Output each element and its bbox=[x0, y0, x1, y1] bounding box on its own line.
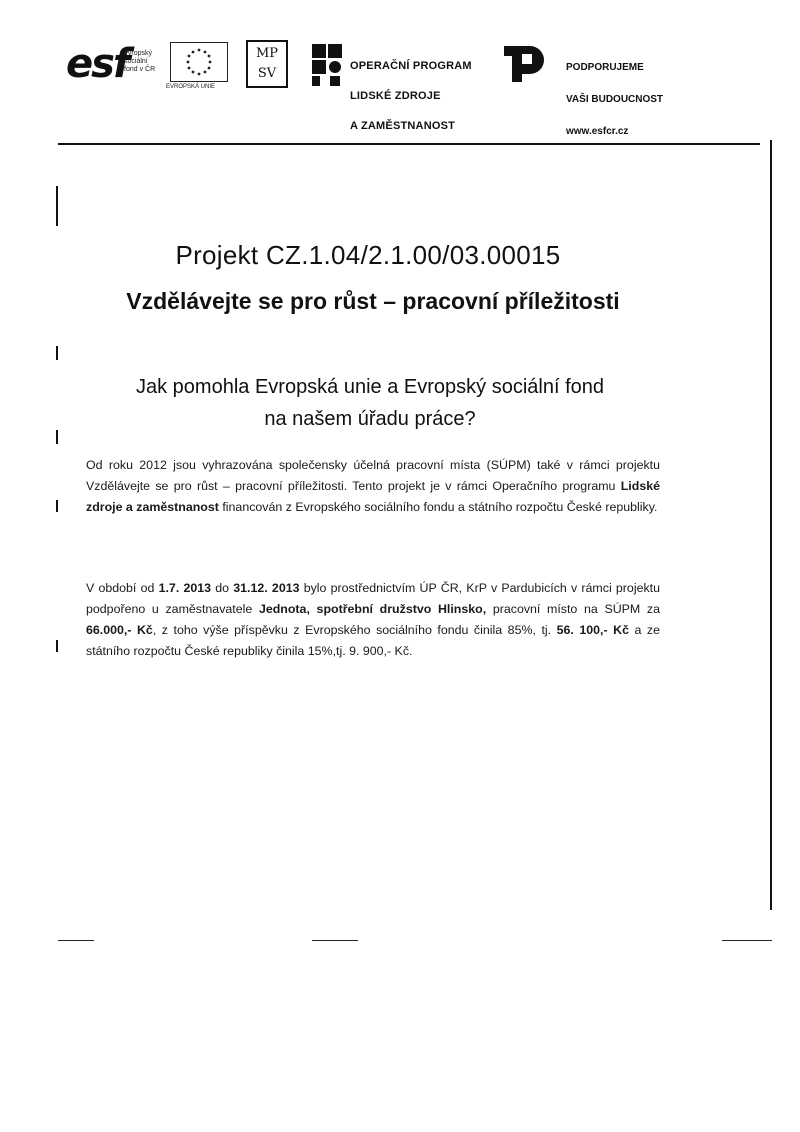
oplz-line1: OPERAČNÍ PROGRAM bbox=[350, 60, 472, 72]
paragraph-intro-tail: financován z Evropského sociálního fondu a státního rozpočtu České republiky. bbox=[218, 500, 658, 514]
frame-bottom-dash bbox=[58, 940, 94, 941]
support-text: , z toho výše příspěvku z Evropského sociálního fondu činila 85%, tj. bbox=[152, 623, 557, 637]
esfcr-logo-icon bbox=[500, 42, 550, 84]
project-code: Projekt CZ.1.04/2.1.00/03.00015 bbox=[175, 240, 561, 270]
paragraph-support bbox=[86, 578, 660, 662]
date-from: 1.7. 2013 bbox=[158, 581, 212, 595]
mpsv-logo-line1: MP bbox=[255, 46, 279, 61]
oplz-logo-text bbox=[350, 44, 472, 149]
program-name-bold: Lidské zdroje a zaměstnanost bbox=[86, 479, 660, 514]
frame-left-mark bbox=[56, 430, 58, 444]
frame-left-mark bbox=[56, 640, 58, 652]
support-text: bylo prostřednictvím ÚP ČR, KrP v Pardubicích v rámci projektu podpořeno u zaměstnavatele bbox=[86, 581, 660, 616]
mpsv-logo bbox=[246, 40, 288, 88]
question-heading-line1: Jak pomohla Evropská unie a Evropský sociální fond bbox=[135, 376, 605, 398]
oplz-puzzle-icon bbox=[310, 42, 344, 88]
date-to: 31.12. 2013 bbox=[233, 581, 300, 595]
esfcr-url: www.esfcr.cz bbox=[566, 126, 629, 137]
eu-caption: EVROPSKÁ UNIE bbox=[166, 84, 216, 90]
eu-stars-icon bbox=[171, 43, 227, 81]
frame-right-border bbox=[770, 140, 772, 910]
support-text: V období od bbox=[86, 581, 159, 595]
esfcr-line2: VAŠI BUDOUCNOST bbox=[566, 94, 664, 105]
support-text: pracovní místo na SÚPM za bbox=[486, 602, 660, 616]
question-heading-line2: na našem úřadu práce? bbox=[264, 408, 476, 430]
oplz-line3: A ZAMĚSTNANOST bbox=[350, 120, 456, 132]
oplz-line2: LIDSKÉ ZDROJE bbox=[350, 90, 441, 102]
frame-bottom-dash bbox=[722, 940, 772, 941]
eu-flag-icon bbox=[170, 42, 228, 82]
paragraph-intro-lead: Od roku 2012 jsou vyhrazována společensky účelná pracovní místa (SÚPM) také v rámci projektu Vzdělávejte se pro růst – pracovní příležitosti. Tento projekt je v rámci Operačního programu bbox=[86, 458, 660, 493]
frame-left-mark bbox=[56, 500, 58, 512]
esfcr-line1: PODPORUJEME bbox=[566, 62, 644, 73]
amount-esf: 56. 100,- Kč bbox=[556, 623, 629, 637]
frame-bottom-dash bbox=[312, 940, 358, 941]
paragraph-intro bbox=[86, 455, 660, 518]
project-name: Vzdělávejte se pro růst – pracovní příležitosti bbox=[126, 288, 620, 314]
support-text: do bbox=[211, 581, 234, 595]
employer-name: Jednota, spotřební družstvo Hlinsko, bbox=[258, 602, 487, 616]
esf-logo bbox=[66, 38, 166, 94]
frame-top-border bbox=[58, 143, 760, 145]
frame-left-mark bbox=[56, 186, 58, 226]
esf-logo-subtitle: evropský sociální fond v ČR bbox=[124, 50, 156, 73]
frame-left-mark bbox=[56, 346, 58, 360]
amount-total: 66.000,- Kč bbox=[86, 623, 153, 637]
esfcr-logo-text bbox=[566, 44, 663, 156]
esf-logo-mark: esf bbox=[66, 41, 129, 87]
mpsv-logo-line2: SV bbox=[257, 66, 277, 81]
support-text: a ze státního rozpočtu České republiky činila 15%,tj. 9. 900,- Kč. bbox=[86, 623, 660, 658]
